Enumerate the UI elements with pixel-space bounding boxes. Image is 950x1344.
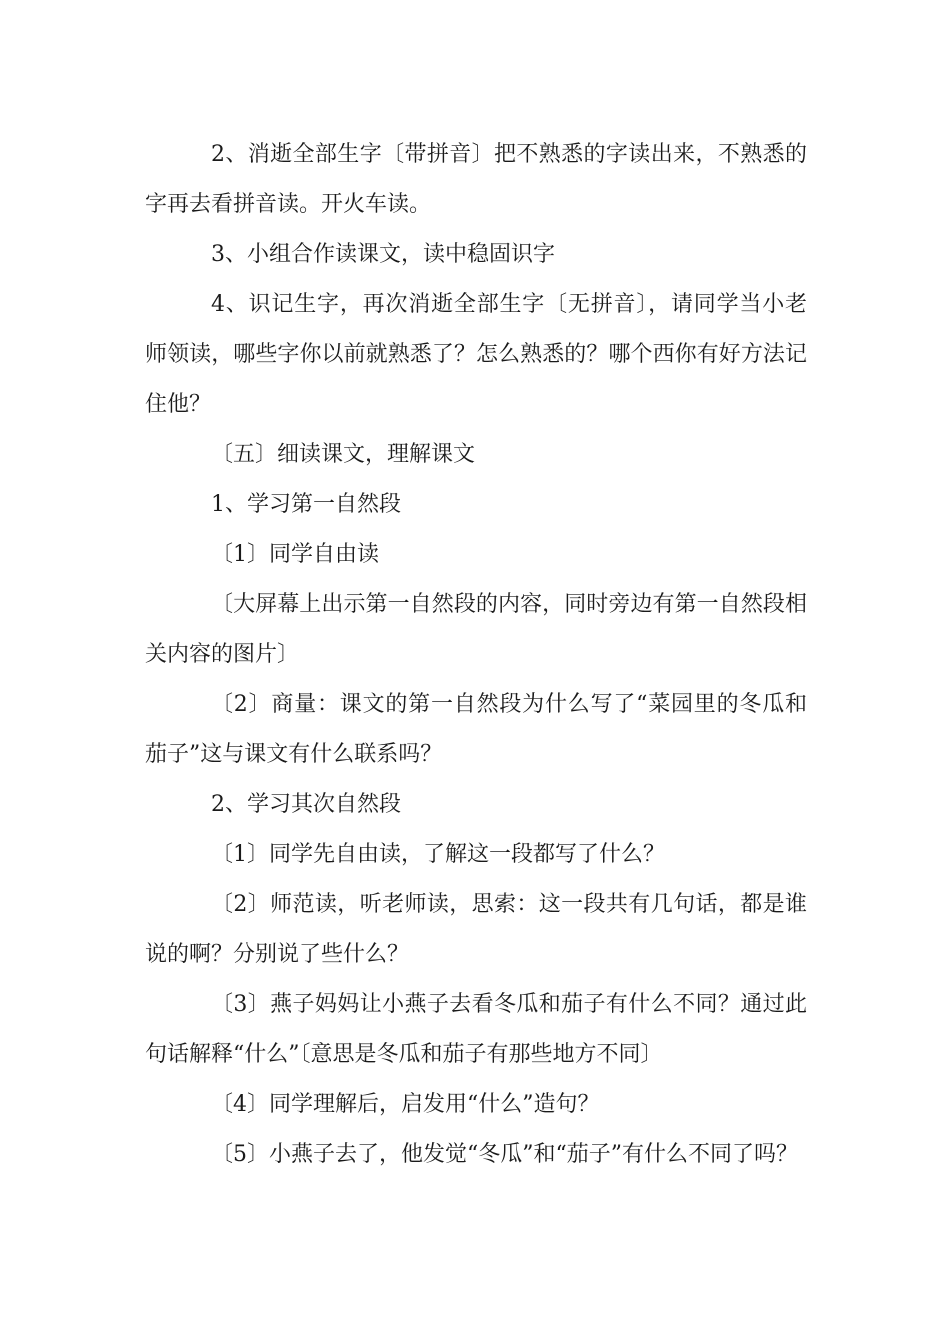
paragraph-big-screen: 〔大屏幕上出示第一自然段的内容，同时旁边有第一自然段相关内容的图片〕 [145, 592, 807, 667]
paragraph-second-4: 〔4〕同学理解后，启发用“什么”造句？ [211, 1092, 600, 1117]
paragraph-step-2: 2、消逝全部生字〔带拼音〕把不熟悉的字读出来，不熟悉的字再去看拼音读。开火车读。 [145, 142, 807, 217]
document-body [145, 130, 807, 1180]
paragraph-second-2: 〔2〕师范读，听老师读，思索：这一段共有几句话，都是谁说的啊？分别说了些什么？ [145, 892, 807, 967]
paragraph-second-5: 〔5〕小燕子去了，他发觉“冬瓜”和“茄子”有什么不同了吗？ [211, 1142, 798, 1167]
paragraph-step-3: 3、小组合作读课文，读中稳固识字 [211, 242, 555, 267]
paragraph-second-1: 〔1〕同学先自由读，了解这一段都写了什么？ [211, 842, 665, 867]
paragraph-step-4: 4、识记生字，再次消逝全部生字〔无拼音〕，请同学当小老师领读，哪些字你以前就熟悉了？怎么熟悉的？哪个西你有好方法记住他？ [145, 292, 807, 417]
paragraph-study-first: 1、学习第一自然段 [211, 492, 401, 517]
paragraph-study-second: 2、学习其次自然段 [211, 792, 401, 817]
paragraph-free-reading: 〔1〕同学自由读 [211, 542, 379, 567]
paragraph-discussion: 〔2〕商量：课文的第一自然段为什么写了“菜园里的冬瓜和茄子”这与课文有什么联系吗？ [145, 692, 807, 767]
section-heading-five: 〔五〕细读课文，理解课文 [211, 442, 476, 467]
paragraph-second-3: 〔3〕燕子妈妈让小燕子去看冬瓜和茄子有什么不同？通过此句话解释“什么”〔意思是冬瓜和茄子有那些地方不同〕 [145, 992, 807, 1067]
